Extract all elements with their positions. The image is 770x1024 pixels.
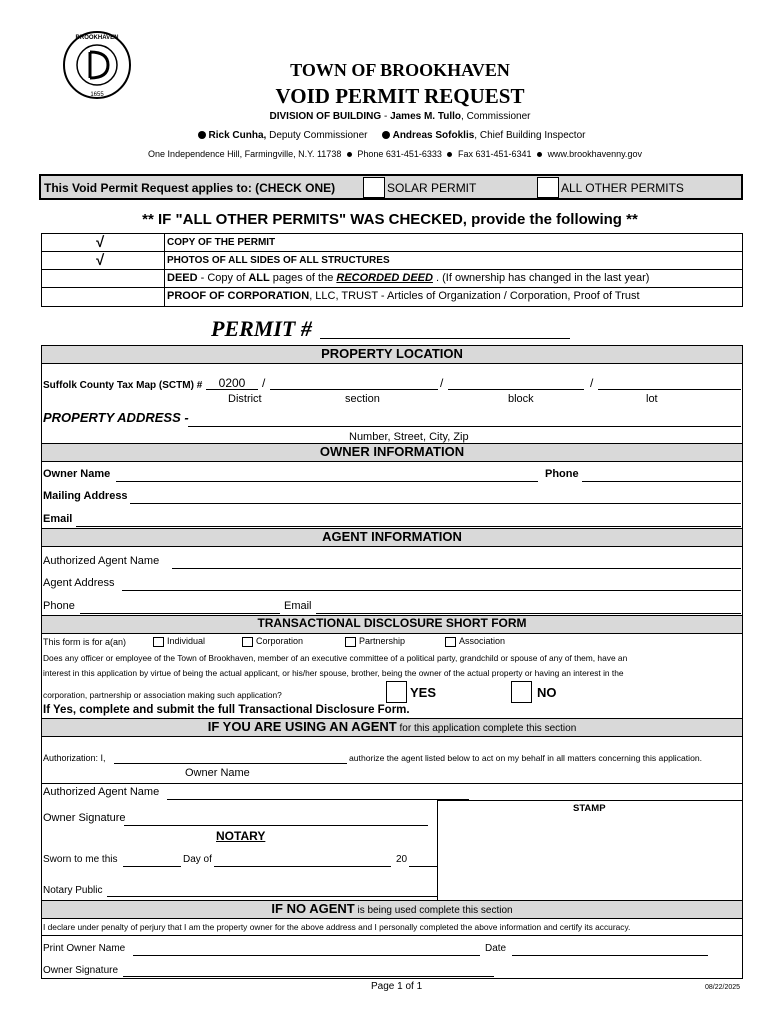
bullet-icon bbox=[198, 131, 206, 139]
no-label: NO bbox=[537, 685, 557, 700]
declaration-text: I declare under penalty of perjury that I am the property owner for the above address and I personally completed the above information and certify its accuracy. bbox=[43, 922, 631, 932]
sctm-label: Suffolk County Tax Map (SCTM) # bbox=[43, 380, 203, 391]
owner-name-sublabel: Owner Name bbox=[185, 767, 250, 779]
requirements-table bbox=[41, 233, 743, 307]
no-agent-signature-label: Owner Signature bbox=[43, 965, 119, 976]
notary-public-label: Notary Public bbox=[43, 885, 103, 896]
if-yes-note: If Yes, complete and submit the full Transactional Disclosure Form. bbox=[43, 704, 410, 716]
auth-agent-name-field[interactable] bbox=[167, 786, 469, 800]
stamp-box bbox=[437, 800, 743, 900]
district-sublabel: District bbox=[228, 393, 262, 405]
no-agent-heading: IF NO AGENT is being used complete this section bbox=[41, 900, 743, 919]
property-location-heading: PROPERTY LOCATION bbox=[41, 345, 743, 364]
sworn-day-field[interactable] bbox=[123, 854, 181, 867]
yes-checkbox[interactable] bbox=[386, 681, 407, 703]
section-sublabel: section bbox=[345, 393, 380, 405]
sctm-district-field[interactable]: 0200 bbox=[206, 376, 258, 390]
agent-info-heading: AGENT INFORMATION bbox=[41, 528, 743, 547]
permit-number-field[interactable] bbox=[320, 338, 570, 339]
disclosure-question: Does any officer or employee of the Town of Brookhaven, member of an executive committee of a political party, grandchild or spouse of any of them, have an bbox=[43, 653, 628, 663]
property-address-field[interactable] bbox=[188, 412, 741, 427]
agent-name-label: Authorized Agent Name bbox=[43, 555, 160, 567]
checkbox[interactable] bbox=[242, 637, 253, 647]
page-number: Page 1 of 1 bbox=[371, 981, 423, 992]
svg-text:1655: 1655 bbox=[90, 92, 104, 98]
mailing-address-field[interactable] bbox=[130, 490, 741, 504]
agent-phone-field[interactable] bbox=[80, 600, 280, 614]
town-name: TOWN OF BROOKHAVEN bbox=[290, 60, 510, 80]
option-individual[interactable]: Individual bbox=[153, 636, 205, 647]
sworn-year-field[interactable] bbox=[409, 854, 437, 867]
requirement-item: DEED - Copy of ALL pages of the RECORDED DEED . (If ownership has changed in the last year) bbox=[167, 272, 650, 284]
authorization-text: authorize the agent listed below to act on my behalf in all matters concerning this application. bbox=[349, 753, 703, 763]
option-association[interactable]: Association bbox=[445, 636, 505, 647]
agent-email-field[interactable] bbox=[316, 600, 741, 614]
no-checkbox[interactable] bbox=[511, 681, 532, 703]
owner-signature-field[interactable] bbox=[124, 812, 428, 826]
using-agent-heading: IF YOU ARE USING AN AGENT for this application complete this section bbox=[41, 718, 743, 737]
applies-label: This Void Permit Request applies to: (CHECK ONE) bbox=[44, 181, 336, 195]
sctm-lot-field[interactable] bbox=[598, 376, 741, 390]
sworn-label: Sworn to me this bbox=[43, 854, 118, 865]
owner-email-field[interactable] bbox=[76, 513, 741, 527]
requirement-item: PHOTOS OF ALL SIDES OF ALL STRUCTURES bbox=[167, 255, 390, 266]
disclosure-heading: TRANSACTIONAL DISCLOSURE SHORT FORM bbox=[41, 615, 743, 634]
check-mark: √ bbox=[96, 234, 105, 251]
other-permits-heading: ** IF "ALL OTHER PERMITS" WAS CHECKED, provide the following ** bbox=[142, 211, 638, 228]
owner-signature-label: Owner Signature bbox=[43, 812, 126, 824]
agent-email-label: Email bbox=[284, 600, 312, 612]
sctm-section-field[interactable] bbox=[270, 376, 438, 390]
requirement-item: PROOF OF CORPORATION, LLC, TRUST - Articles of Organization / Corporation, Proof of Trust bbox=[167, 290, 640, 302]
sctm-block-field[interactable] bbox=[448, 376, 584, 390]
property-address-label: PROPERTY ADDRESS - bbox=[43, 410, 189, 425]
disclosure-question: corporation, partnership or association making such application? bbox=[43, 690, 282, 700]
checkbox[interactable] bbox=[345, 637, 356, 647]
date-label: Date bbox=[485, 943, 507, 954]
no-agent-signature-field[interactable] bbox=[123, 965, 494, 977]
owner-email-label: Email bbox=[43, 513, 73, 525]
permit-number-label: PERMIT # bbox=[211, 316, 312, 341]
solar-label: SOLAR PERMIT bbox=[387, 181, 477, 195]
other-checkbox[interactable] bbox=[537, 177, 559, 198]
requirement-item: COPY OF THE PERMIT bbox=[167, 237, 276, 248]
checkbox[interactable] bbox=[445, 637, 456, 647]
print-owner-name-field[interactable] bbox=[133, 943, 480, 956]
option-partnership[interactable]: Partnership bbox=[345, 636, 405, 647]
applies-bar bbox=[39, 174, 743, 200]
other-label: ALL OTHER PERMITS bbox=[561, 181, 684, 195]
agent-address-field[interactable] bbox=[122, 577, 741, 591]
svg-text:BROOKHAVEN: BROOKHAVEN bbox=[75, 35, 119, 41]
agent-name-field[interactable] bbox=[172, 555, 741, 569]
deputies-line: Rick Cunha, Deputy Commissioner Andreas Sofoklis, Chief Building Inspector bbox=[0, 130, 770, 141]
block-sublabel: block bbox=[508, 393, 534, 405]
print-owner-name-label: Print Owner Name bbox=[43, 943, 126, 954]
address-sublabel: Number, Street, City, Zip bbox=[349, 431, 469, 443]
owner-info-heading: OWNER INFORMATION bbox=[41, 443, 743, 462]
notary-heading: NOTARY bbox=[216, 829, 266, 843]
form-for-label: This form is for a(an) bbox=[43, 637, 127, 647]
yes-label: YES bbox=[410, 685, 437, 700]
owner-name-field[interactable] bbox=[116, 468, 538, 482]
lot-sublabel: lot bbox=[646, 393, 658, 405]
check-mark: √ bbox=[96, 252, 105, 269]
auth-agent-name-label: Authorized Agent Name bbox=[43, 786, 160, 798]
option-corporation[interactable]: Corporation bbox=[242, 636, 303, 647]
owner-name-label: Owner Name bbox=[43, 468, 111, 480]
date-field[interactable] bbox=[512, 943, 708, 956]
day-of-label: Day of bbox=[183, 854, 212, 865]
division-line: DIVISION OF BUILDING - James M. Tullo, Commissioner bbox=[269, 111, 531, 122]
stamp-label: STAMP bbox=[573, 803, 606, 814]
sworn-month-field[interactable] bbox=[214, 854, 391, 867]
owner-phone-field[interactable] bbox=[582, 468, 741, 482]
owner-phone-label: Phone bbox=[545, 468, 579, 480]
authorization-owner-field[interactable] bbox=[114, 753, 347, 764]
disclosure-question: interest in this application by virtue of being the actual applicant, or his/her spouse, brother, being the owner of the actual property or having an interest in the bbox=[43, 668, 624, 678]
mailing-address-label: Mailing Address bbox=[43, 490, 128, 502]
bullet-icon bbox=[382, 131, 390, 139]
page-title: VOID PERMIT REQUEST bbox=[275, 84, 525, 108]
authorization-label: Authorization: I, bbox=[43, 753, 106, 763]
agent-phone-label: Phone bbox=[43, 600, 75, 612]
checkbox[interactable] bbox=[153, 637, 164, 647]
contact-line: One Independence Hill, Farmingville, N.Y. 11738 Phone 631-451-6333 Fax 631-451-6341 www.brookhavenny.gov bbox=[148, 149, 642, 159]
revision-date: 08/22/2025 bbox=[705, 984, 741, 991]
solar-checkbox[interactable] bbox=[363, 177, 385, 198]
notary-public-field[interactable] bbox=[107, 885, 437, 897]
agent-address-label: Agent Address bbox=[43, 577, 115, 589]
year-label: 20 bbox=[396, 854, 408, 865]
